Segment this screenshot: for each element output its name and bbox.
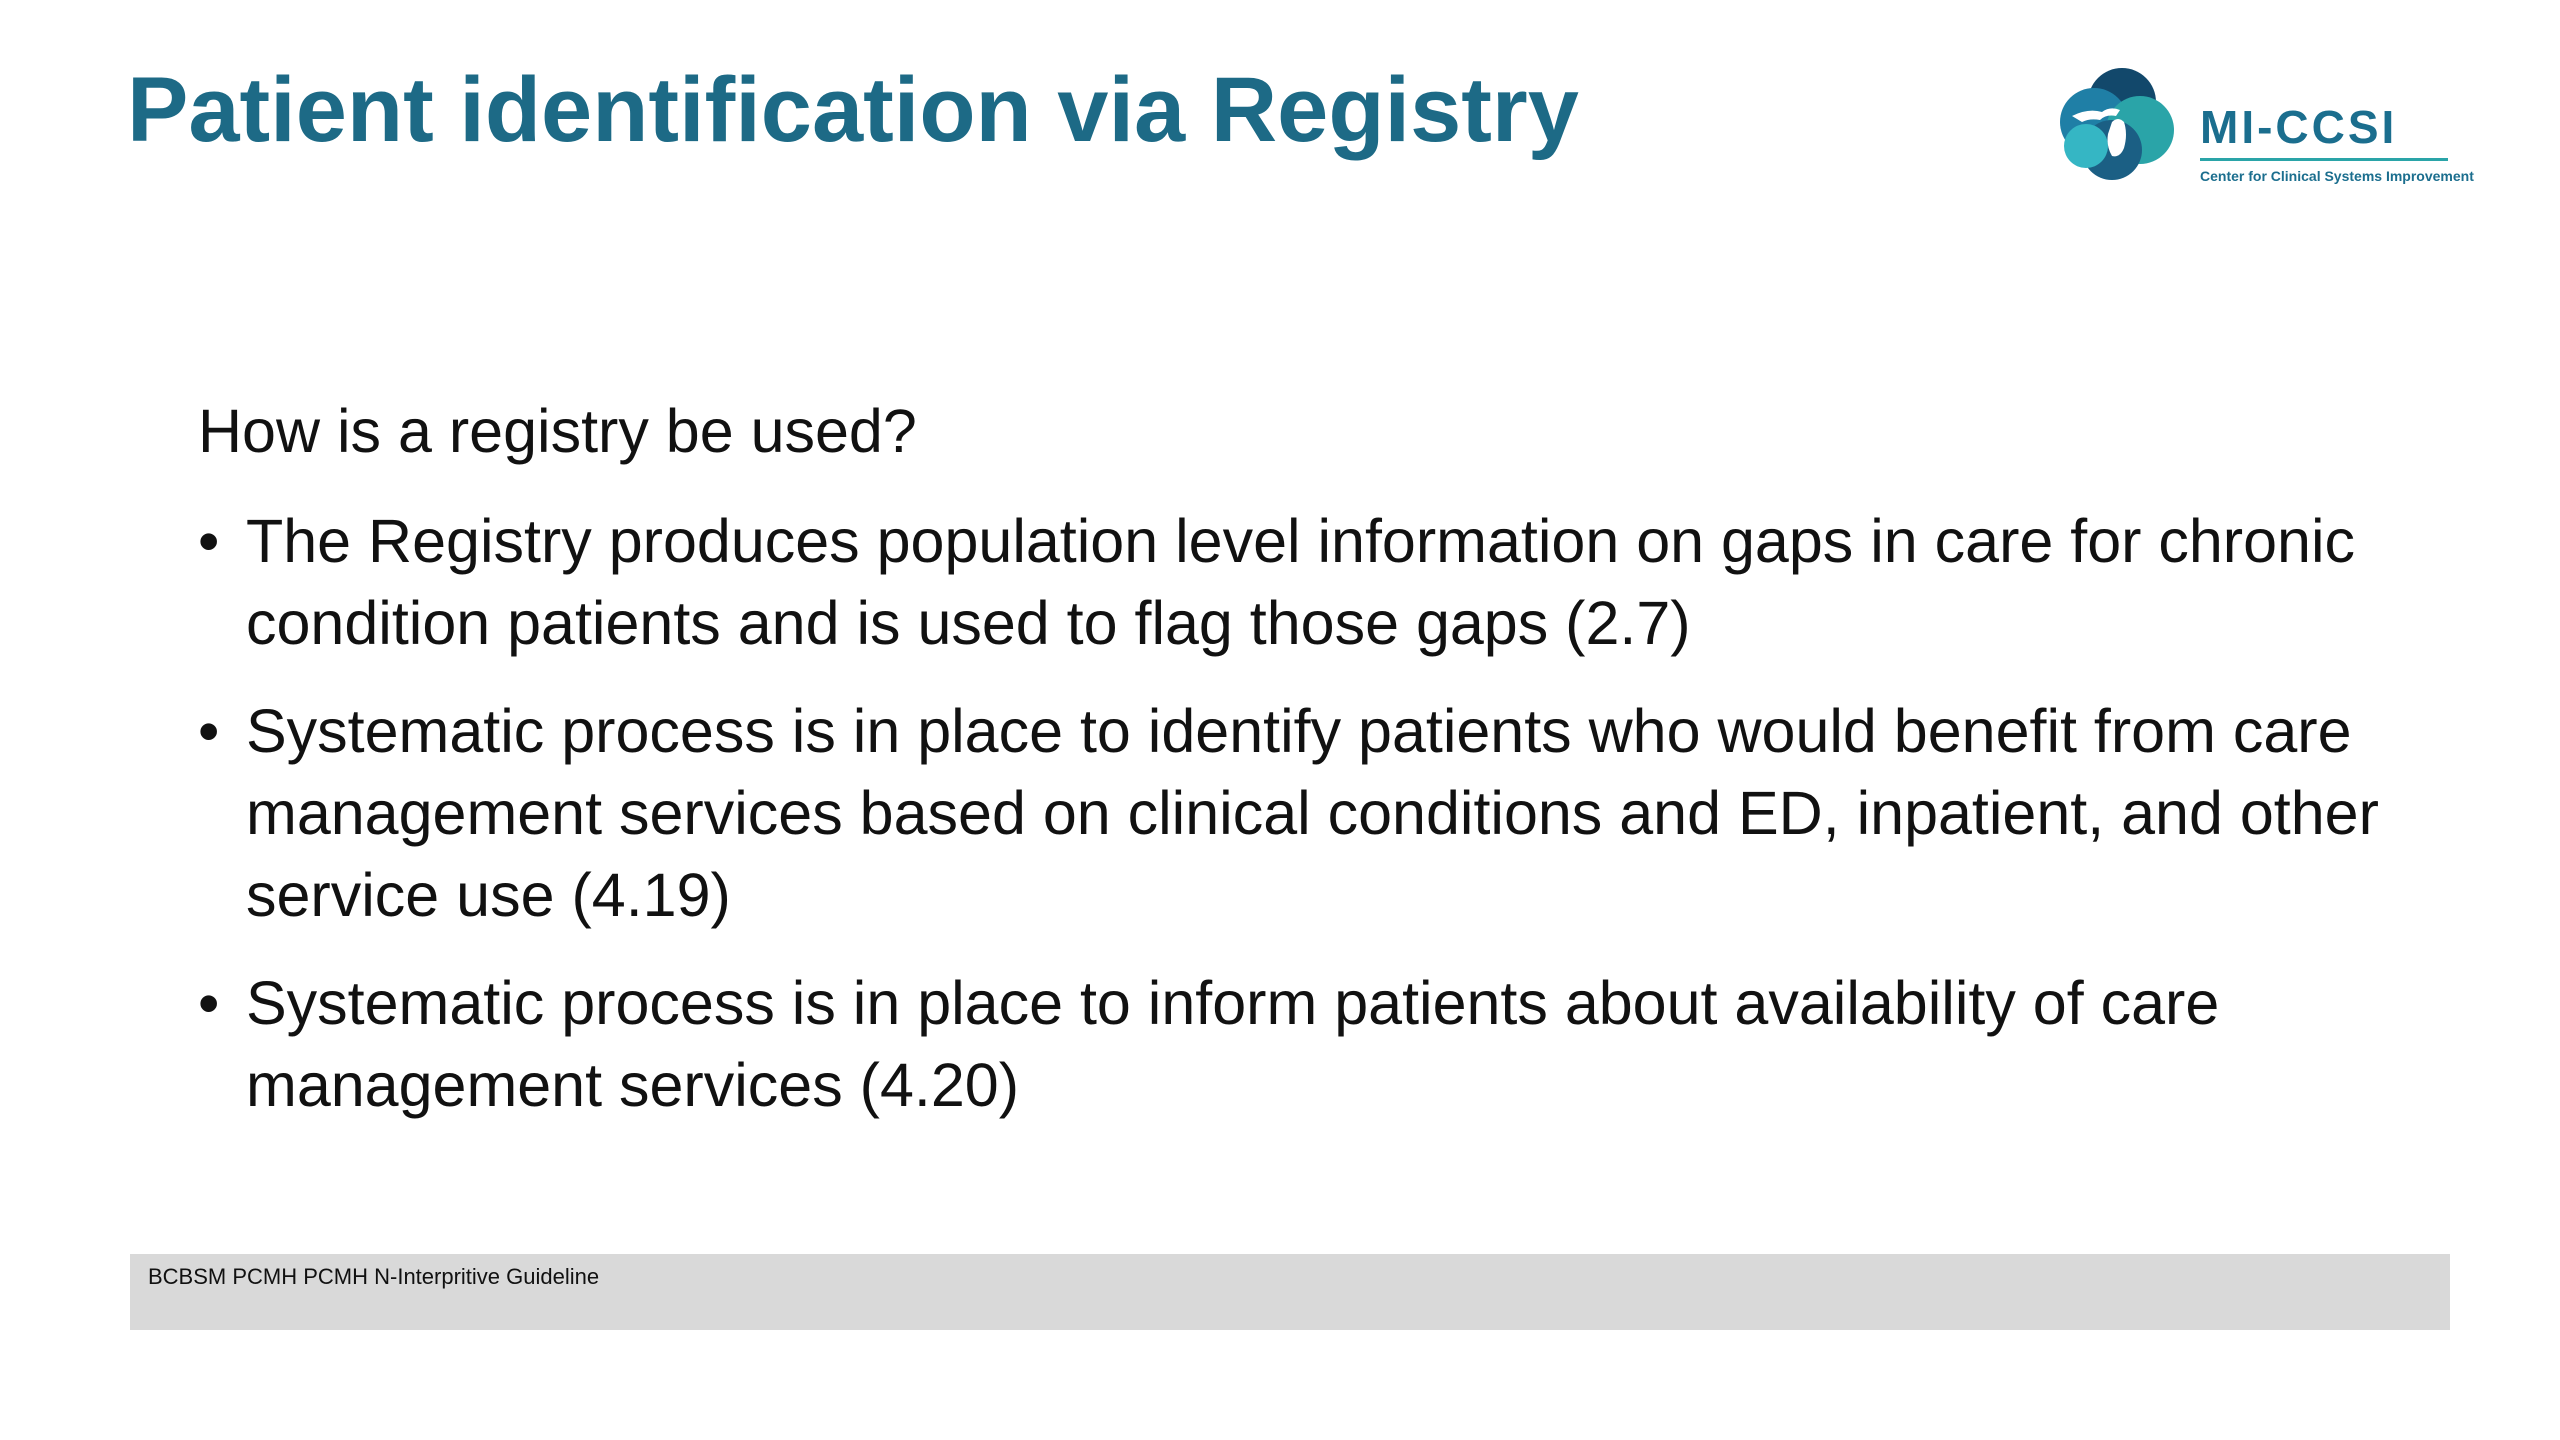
slide-body — [198, 390, 2418, 1152]
bullet-text: The Registry produces population level information on gaps in care for chronic condition patients and is used to flag those gaps (2.7) — [246, 507, 2356, 657]
logo-name: MI-CCSI — [2200, 101, 2398, 153]
bullet-dot-icon: • — [198, 697, 220, 765]
bullet-item — [198, 962, 2418, 1126]
bullet-dot-icon: • — [198, 507, 220, 575]
bullet-item — [198, 500, 2418, 664]
footer-bar — [130, 1254, 2450, 1330]
mi-ccsi-logo — [2050, 50, 2474, 200]
slide-question: How is a registry be used? — [198, 397, 917, 465]
bullet-text: Systematic process is in place to identify patients who would benefit from care management services based on clinical conditions and ED, inpatient, and other service use (4.19) — [246, 697, 2379, 929]
logo-tagline: Center for Clinical Systems Improvement — [2200, 168, 2474, 184]
bullet-text: Systematic process is in place to inform patients about availability of care management services (4.20) — [246, 969, 2220, 1119]
slide-title: Patient identification via Registry — [127, 59, 1579, 161]
logo-divider — [2200, 158, 2448, 161]
bullet-dot-icon: • — [198, 969, 220, 1037]
footer-text: BCBSM PCMH PCMH N-Interpritive Guideline — [148, 1264, 600, 1289]
michigan-cloud-logo-icon — [2050, 50, 2200, 200]
bullet-item — [198, 690, 2418, 936]
bullet-list — [198, 500, 2418, 1126]
